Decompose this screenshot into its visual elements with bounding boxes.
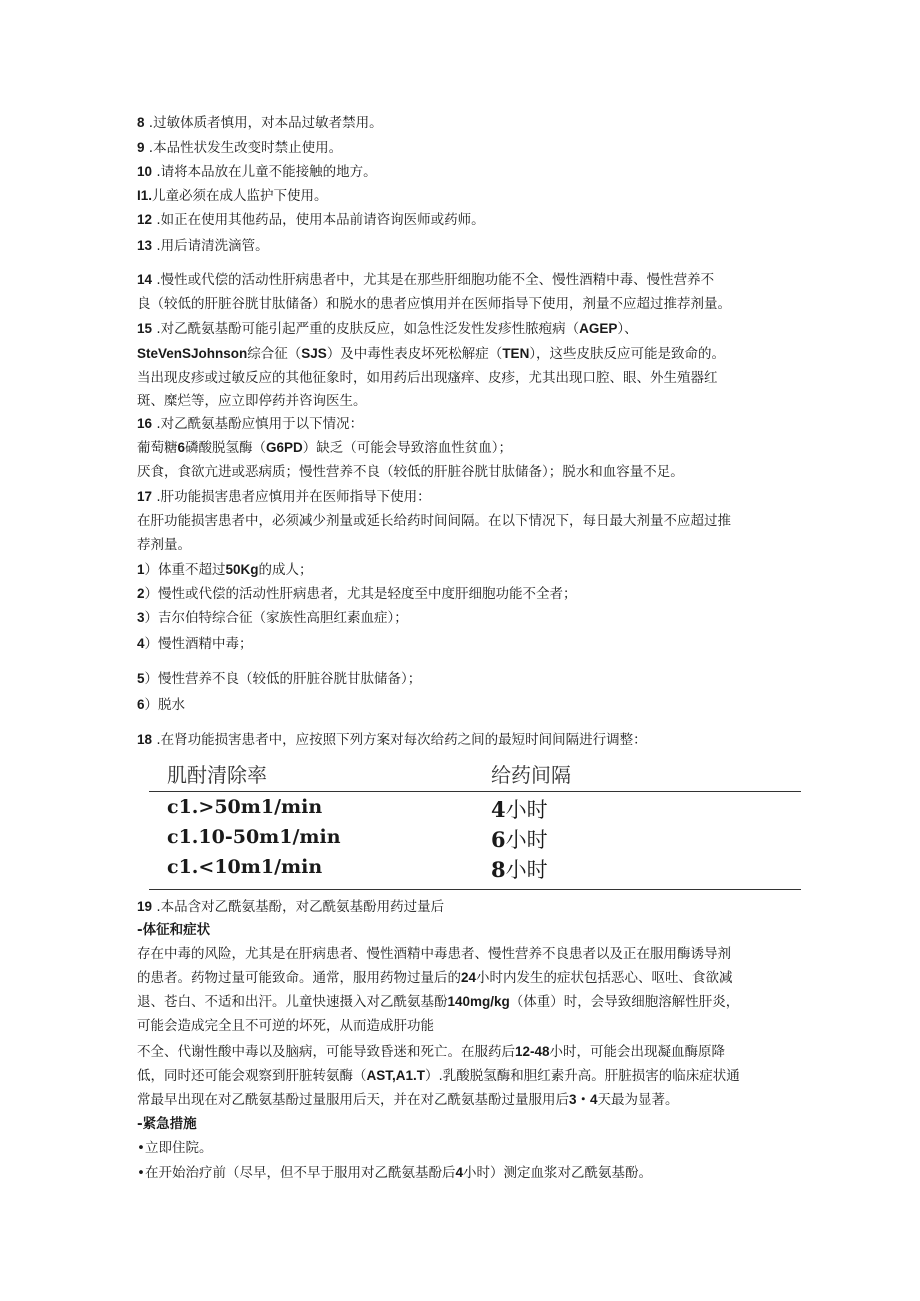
item-16-line-2: 葡萄糖6磷酸脱氢酶（G6PD）缺乏（可能会导致溶血性贫血）； <box>137 440 513 456</box>
item-11: I1.儿童必须在成人监护下使用。 <box>137 188 328 204</box>
list-item-4: 4）慢性酒精中毒； <box>137 636 253 652</box>
bullet-item: •在开始治疗前（尽早，但不早于服用对乙酰氨基酚后4小时）测定血浆对乙酰氨基酚。 <box>137 1165 652 1181</box>
item-8: 8 .过敏体质者慎用，对本品过敏者禁用。 <box>137 115 383 131</box>
item-19: 19 .本品含对乙酰氨基酚，对乙酰氨基酚用药过量后 <box>137 899 445 915</box>
item-17-line-1: 17 .肝功能损害患者应慎用并在医师指导下使用： <box>137 489 431 505</box>
paragraph-line: 可能会造成完全且不可逆的坏死，从而造成肝功能 <box>137 1018 434 1034</box>
paragraph-line: 低，同时还可能会观察到肝脏转氨酶（AST,A1.T）.乳酸脱氢酶和胆红素升高。肝脏损害的临床症状通 <box>137 1068 740 1084</box>
table-header-clearance: 肌酎清除率 <box>167 763 267 787</box>
paragraph-line: 的患者。药物过量可能致命。通常，服用药物过量后的24小时内发生的症状包括恶心、呕吐、食欲减 <box>137 970 733 986</box>
item-15-line-4: 斑、糜烂等，应立即停药并咨询医生。 <box>137 393 367 409</box>
paragraph-line: 常最早出现在对乙酰氨基酚过量服用后天，并在对乙酰氨基酚过量服用后3・4天最为显著。 <box>137 1092 679 1108</box>
item-14-line-1: 14 .慢性或代偿的活动性肝病患者中，尤其是在那些肝细胞功能不全、慢性酒精中毒、慢性营养不 <box>137 272 715 288</box>
item-17-line-3: 荐剂量。 <box>137 537 191 553</box>
list-item-3: 3）吉尔伯特综合征（家族性高胆红素血症）； <box>137 610 408 626</box>
table-header-rule <box>149 791 801 792</box>
item-13: 13 .用后请清洗滴管。 <box>137 238 269 254</box>
item-14-line-2: 良（较低的肝脏谷胱甘肽储备）和脱水的患者应慎用并在医师指导下使用，剂量不应超过推荐剂量。 <box>137 296 731 312</box>
item-10: 10 .请将本品放在儿童不能接触的地方。 <box>137 164 377 180</box>
table-bottom-rule <box>149 889 801 890</box>
table-header-interval: 给药间隔 <box>491 763 571 787</box>
list-item-5: 5）慢性营养不良（较低的肝脏谷胱甘肽储备）； <box>137 671 422 687</box>
table-cell-interval: 4小时 <box>491 797 548 822</box>
item-15-line-1: 15 .对乙酰氨基酚可能引起严重的皮肤反应，如急性泛发性发疹性脓疱病（AGEP）、 <box>137 321 638 337</box>
paragraph-line: 不全、代谢性酸中毒以及脑病，可能导致昏迷和死亡。在服药后12-48小时，可能会出现凝血酶原降 <box>137 1044 726 1060</box>
item-9: 9 .本品性状发生改变时禁止使用。 <box>137 140 343 156</box>
heading-emergency-measures: -紧急措施 <box>137 1116 197 1132</box>
item-16-line-3: 厌食，食欲亢进或恶病质；慢性营养不良（较低的肝脏谷胱甘肽储备）；脱水和血容量不足。 <box>137 464 684 480</box>
bullet-item: •立即住院。 <box>137 1140 213 1156</box>
list-item-6: 6）脱水 <box>137 697 186 713</box>
table-cell-clearance: c1.<10m1∕min <box>167 856 323 878</box>
item-15-line-2: SteVenSJohnson综合征（SJS）及中毒性表皮坏死松解症（TEN），这些皮肤反应可能是致命的。 <box>137 346 726 362</box>
table-cell-clearance: c1.10-50m1∕min <box>167 826 341 848</box>
list-item-2: 2）慢性或代偿的活动性肝病患者，尤其是轻度至中度肝细胞功能不全者； <box>137 586 577 602</box>
paragraph-line: 存在中毒的风险，尤其是在肝病患者、慢性酒精中毒患者、慢性营养不良患者以及正在服用酶诱导剂 <box>137 946 731 962</box>
table-cell-clearance: c1.>50m1∕min <box>167 796 323 818</box>
item-12: 12 .如正在使用其他药品，使用本品前请咨询医师或药师。 <box>137 212 485 228</box>
table-cell-interval: 8小时 <box>491 857 548 882</box>
item-15-line-3: 当出现皮疹或过敏反应的其他征象时，如用药后出现瘙痒、皮疹，尤其出现口腔、眼、外生殖器红 <box>137 370 718 386</box>
table-cell-interval: 6小时 <box>491 827 548 852</box>
item-18: 18 .在肾功能损害患者中，应按照下列方案对每次给药之间的最短时间间隔进行调整： <box>137 732 647 748</box>
item-17-line-2: 在肝功能损害患者中，必须减少剂量或延长给药时间间隔。在以下情况下，每日最大剂量不应超过推 <box>137 513 731 529</box>
list-item-1: 1）体重不超过50Kg的成人； <box>137 562 313 578</box>
renal-dosing-table <box>149 758 801 890</box>
paragraph-line: 退、苍白、不适和出汗。儿童快速摄入对乙酰氨基酚140mg/kg（体重）时，会导致细胞溶解性肝炎， <box>137 994 740 1010</box>
heading-signs-symptoms: -体征和症状 <box>137 922 211 938</box>
item-16-line-1: 16 .对乙酰氨基酚应慎用于以下情况： <box>137 416 364 432</box>
